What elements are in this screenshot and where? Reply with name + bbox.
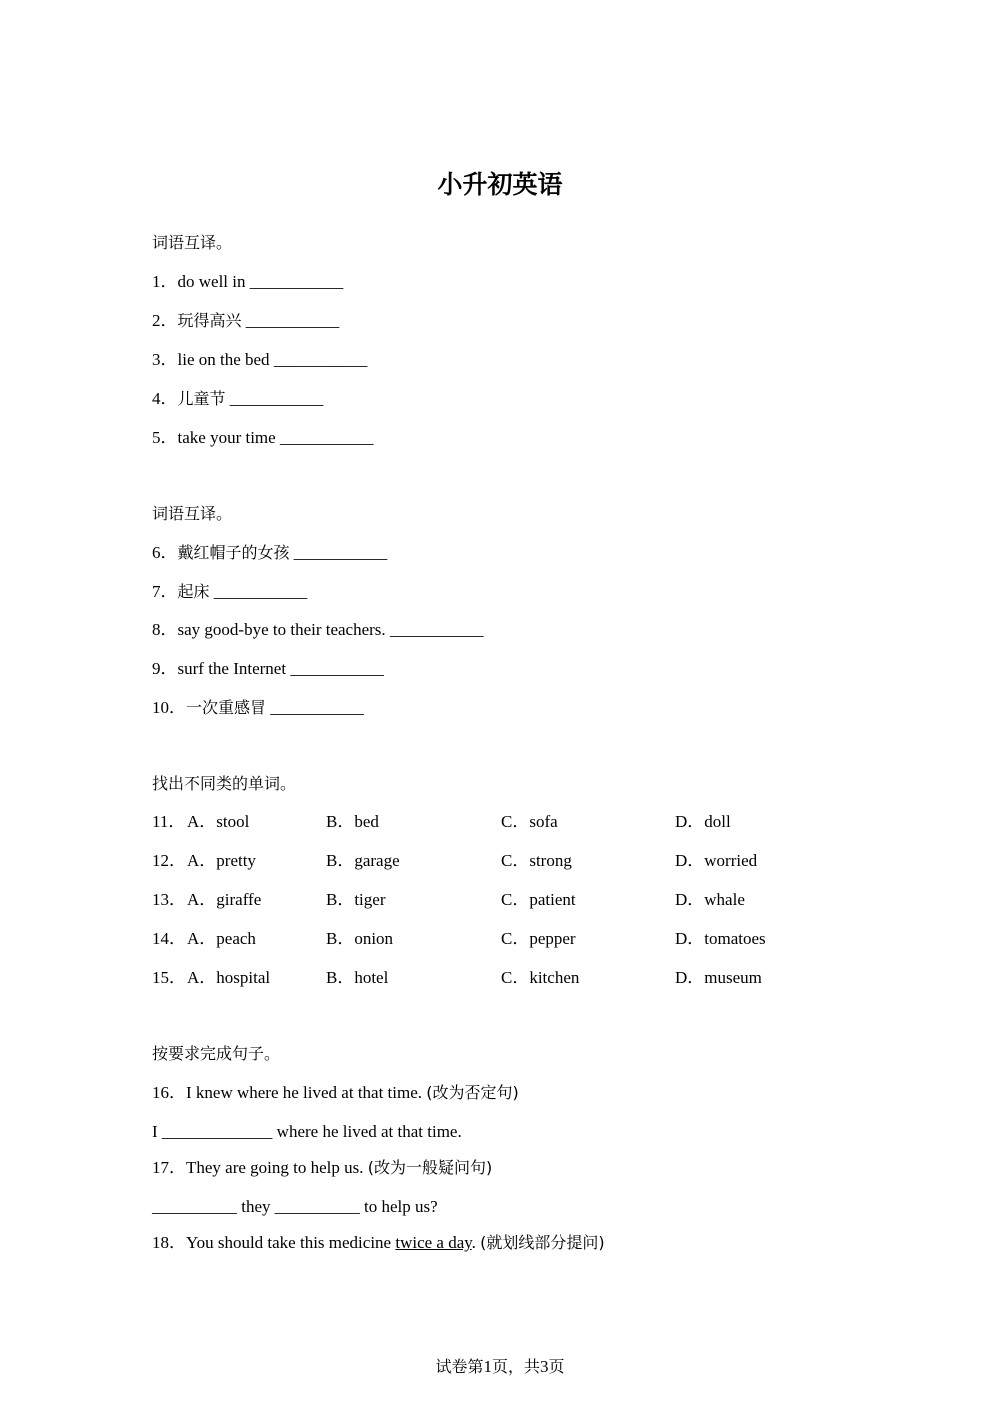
question-number: 13．	[152, 890, 186, 909]
question-number: 9．	[152, 659, 178, 678]
question-number: 18．	[152, 1233, 186, 1252]
option-b[interactable]: B．garage	[326, 851, 400, 870]
answer-blank[interactable]: ___________	[270, 698, 364, 717]
section-4-heading: 按要求完成句子。	[152, 1044, 281, 1063]
answer-mid: they	[241, 1197, 271, 1216]
section-2-heading: 词语互译。	[152, 504, 233, 523]
footer-middle: 页，共	[491, 1357, 540, 1376]
answer-end: to help us?	[364, 1197, 438, 1216]
question-text-end: .	[471, 1233, 476, 1252]
question-number: 4．	[152, 389, 178, 408]
option-a[interactable]: A．giraffe	[187, 890, 262, 909]
question-text: lie on the bed	[177, 350, 270, 369]
question-text: say good-bye to their teachers.	[177, 620, 386, 639]
question-16-answer	[152, 1121, 462, 1143]
answer-blank[interactable]: ___________	[293, 543, 388, 562]
question-18	[152, 1232, 605, 1254]
footer-page-number: 1	[483, 1357, 492, 1376]
page-title: 小升初英语	[437, 170, 563, 199]
question-number: 3．	[152, 350, 178, 369]
question-10	[152, 697, 364, 719]
question-text: I knew where he lived at that time.	[186, 1083, 423, 1102]
answer-blank-2[interactable]: __________	[274, 1197, 360, 1216]
question-3	[152, 349, 367, 371]
answer-blank[interactable]: ___________	[249, 272, 344, 291]
question-text: 玩得高兴	[177, 311, 242, 330]
question-instruction: (改为一般疑问句)	[367, 1158, 493, 1177]
option-b[interactable]: B．bed	[326, 812, 379, 831]
question-instruction: (改为否定句)	[426, 1083, 519, 1102]
answer-blank[interactable]: ___________	[279, 428, 374, 447]
question-1	[152, 271, 343, 293]
option-c[interactable]: C．patient	[501, 890, 576, 909]
question-17	[152, 1157, 492, 1179]
question-text: 一次重感冒	[186, 698, 267, 717]
option-c[interactable]: C．kitchen	[501, 968, 580, 987]
option-d[interactable]: D．worried	[675, 851, 758, 870]
question-number: 17．	[152, 1158, 186, 1177]
option-a[interactable]: A．stool	[187, 812, 250, 831]
question-text: surf the Internet	[177, 659, 287, 678]
question-number: 15．	[152, 968, 186, 987]
question-number: 6．	[152, 543, 178, 562]
answer-blank[interactable]: ___________	[229, 389, 324, 408]
question-2	[152, 310, 339, 332]
option-d[interactable]: D．doll	[675, 812, 731, 831]
option-c[interactable]: C．strong	[501, 851, 572, 870]
answer-blank[interactable]: ___________	[389, 620, 484, 639]
question-number: 1．	[152, 272, 178, 291]
question-text: 戴红帽子的女孩	[177, 543, 290, 562]
question-number: 2．	[152, 311, 178, 330]
question-9	[152, 658, 384, 680]
question-8	[152, 619, 483, 641]
answer-blank-1[interactable]: __________	[152, 1197, 237, 1216]
answer-blank[interactable]: ___________	[273, 350, 368, 369]
underlined-phrase: twice a day	[395, 1233, 472, 1252]
question-6	[152, 542, 387, 564]
question-number: 8．	[152, 620, 178, 639]
answer-start: I	[152, 1122, 158, 1141]
answer-blank[interactable]: _____________	[161, 1122, 273, 1141]
option-b[interactable]: B．onion	[326, 929, 394, 948]
question-number: 5．	[152, 428, 178, 447]
question-5	[152, 427, 373, 449]
answer-blank[interactable]: ___________	[245, 311, 340, 330]
question-text: take your time	[177, 428, 276, 447]
question-number: 12．	[152, 851, 186, 870]
question-text: 儿童节	[177, 389, 226, 408]
question-number: 7．	[152, 582, 178, 601]
option-d[interactable]: D．tomatoes	[675, 929, 766, 948]
option-d[interactable]: D．whale	[675, 890, 745, 909]
answer-end: where he lived at that time.	[276, 1122, 462, 1141]
option-b[interactable]: B．tiger	[326, 890, 386, 909]
option-a[interactable]: A．peach	[187, 929, 256, 948]
question-text: do well in	[177, 272, 246, 291]
question-4	[152, 388, 323, 410]
option-d[interactable]: D．museum	[675, 968, 762, 987]
question-text: 起床	[177, 582, 210, 601]
option-c[interactable]: C．pepper	[501, 929, 576, 948]
question-number: 16．	[152, 1083, 186, 1102]
footer-total-pages: 3	[540, 1357, 549, 1376]
page-footer	[0, 1356, 1000, 1378]
question-17-answer	[152, 1196, 438, 1218]
answer-blank[interactable]: ___________	[290, 659, 384, 678]
footer-prefix: 试卷第	[435, 1357, 484, 1376]
question-16	[152, 1082, 519, 1104]
question-text: They are going to help us.	[186, 1158, 364, 1177]
question-text: You should take this medicine	[186, 1233, 392, 1252]
question-number: 10．	[152, 698, 186, 717]
section-1-heading: 词语互译。	[152, 233, 233, 252]
option-b[interactable]: B．hotel	[326, 968, 389, 987]
question-number: 14．	[152, 929, 186, 948]
question-instruction: (就划线部分提问)	[480, 1233, 605, 1252]
question-7	[152, 581, 307, 603]
option-c[interactable]: C．sofa	[501, 812, 558, 831]
option-a[interactable]: A．pretty	[187, 851, 256, 870]
option-a[interactable]: A．hospital	[187, 968, 271, 987]
section-3-heading: 找出不同类的单词。	[152, 774, 297, 793]
question-number: 11．	[152, 812, 186, 831]
answer-blank[interactable]: ___________	[213, 582, 308, 601]
footer-suffix: 页	[548, 1357, 565, 1376]
